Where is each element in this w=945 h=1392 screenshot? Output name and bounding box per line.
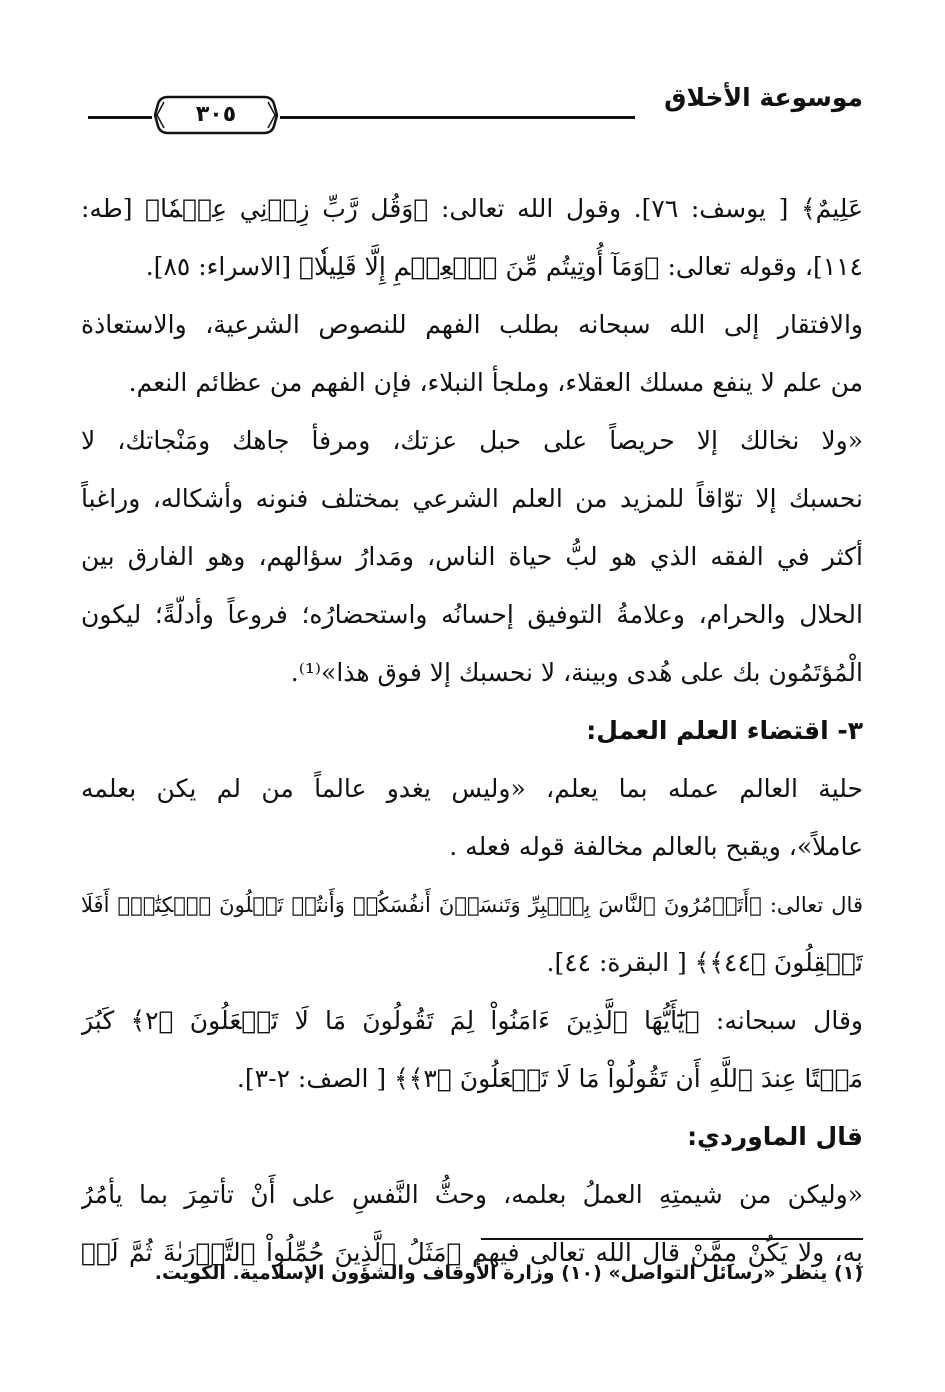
text-line: «ولا نخالك إلا حريصاً على حبل عزتك، ومرفأ جاهك ومَنْجاتك، لا bbox=[81, 426, 863, 455]
text-line: ١١٤]، وقوله تعالى: ﴿وَمَآ أُوتِيتُم مِّنَ ٱلۡعِلۡمِ إِلَّا قَلِيلٗا﴾ [الاسراء: ٨٥]. bbox=[145, 252, 863, 281]
header-rule-right bbox=[280, 116, 635, 119]
page-number: ٣٠٥ bbox=[195, 102, 237, 127]
footnote: (١) ينظر «رسائل التواصل» (١٠) وزارة الأوقاف والشؤون الإسلامية. الكويت. bbox=[154, 1262, 863, 1284]
text-line: وقال سبحانه: ﴿يَٰٓأَيُّهَا ٱلَّذِينَ ءَامَنُواْ لِمَ تَقُولُونَ مَا لَا تَفۡعَلُونَ ﴿٢﴾ كَبُرَ bbox=[81, 1006, 863, 1035]
text-line: تَعۡقِلُونَ ﴿٤٤﴾﴾ [ البقرة: ٤٤]. bbox=[546, 948, 863, 977]
text-line: الْمُؤتَمُون بك على هُدى وبينة، لا نحسبك إلا فوق هذا»⁽¹⁾. bbox=[290, 658, 863, 687]
header-rule-left bbox=[88, 116, 152, 119]
text-line: مَقۡتًا عِندَ ٱللَّهِ أَن تَقُولُواْ مَا لَا تَفۡعَلُونَ ﴿٣﴾﴾ [ الصف: ٢-٣]. bbox=[236, 1064, 863, 1093]
main-text bbox=[81, 180, 863, 1282]
text-line: من علم لا ينفع مسلك العقلاء، وملجأ النبلاء، فإن الفهم من عظائم النعم. bbox=[128, 368, 863, 397]
text-line: «وليكن من شيمتِهِ العملُ بعلمه، وحثُّ النَّفسِ على أَنْ تأتمِرَ بما يأمُرُ bbox=[81, 1180, 863, 1209]
text-line: بِه، ولا يَكُنْ مِمَّنْ قال الله تعالى فيهم ﴿مَثَلُ ٱلَّذِينَ حُمِّلُواْ ٱلتَّوۡرَىٰةَ ثُمَّ لَمۡ bbox=[81, 1238, 863, 1267]
text-line: أكثر في الفقه الذي هو لبُّ حياة الناس، ومَدارُ سؤالهم، وهو الفارق بين bbox=[81, 542, 863, 571]
book-title: موسوعة الأخلاق bbox=[664, 83, 863, 112]
text-line: عاملاً»، ويقبح بالعالم مخالفة قوله فعله . bbox=[449, 832, 863, 861]
text-line: نحسبك إلا توّاقاً للمزيد من العلم الشرعي بمختلف فنونه وأشكاله، وراغباً bbox=[81, 484, 863, 513]
text-line: قال تعالى: ﴿أَتَأۡمُرُونَ ٱلنَّاسَ بِٱلۡبِرِّ وَتَنسَوۡنَ أَنفُسَكُمۡ وَأَنتُمۡ تَتۡلُونَ ٱلۡكِتَٰبَۚ أَفَلَا bbox=[81, 893, 863, 917]
footnote-separator bbox=[481, 1238, 863, 1240]
page-header bbox=[88, 78, 863, 138]
text-line: والافتقار إلى الله سبحانه بطلب الفهم للنصوص الشرعية، والاستعاذة bbox=[81, 310, 863, 339]
text-line: حلية العالم عمله بما يعلم، «وليس يغدو عالماً من لم يكن بعلمه bbox=[81, 774, 863, 803]
page-number-badge bbox=[154, 94, 278, 136]
text-line: الحلال والحرام، وعلامةُ التوفيق إحسانُه واستحضارُه؛ فروعاً وأدلّةً؛ ليكون bbox=[81, 600, 863, 629]
section-heading: ٣- اقتضاء العلم العمل: bbox=[586, 716, 863, 745]
quote-heading: قال الماوردي: bbox=[687, 1122, 863, 1151]
text-line: عَلِيمٌ﴾ [ يوسف: ٧٦]. وقول الله تعالى: ﴿وَقُل رَّبِّ زِدۡنِي عِلۡمٗا﴾ [طه: bbox=[81, 194, 863, 223]
